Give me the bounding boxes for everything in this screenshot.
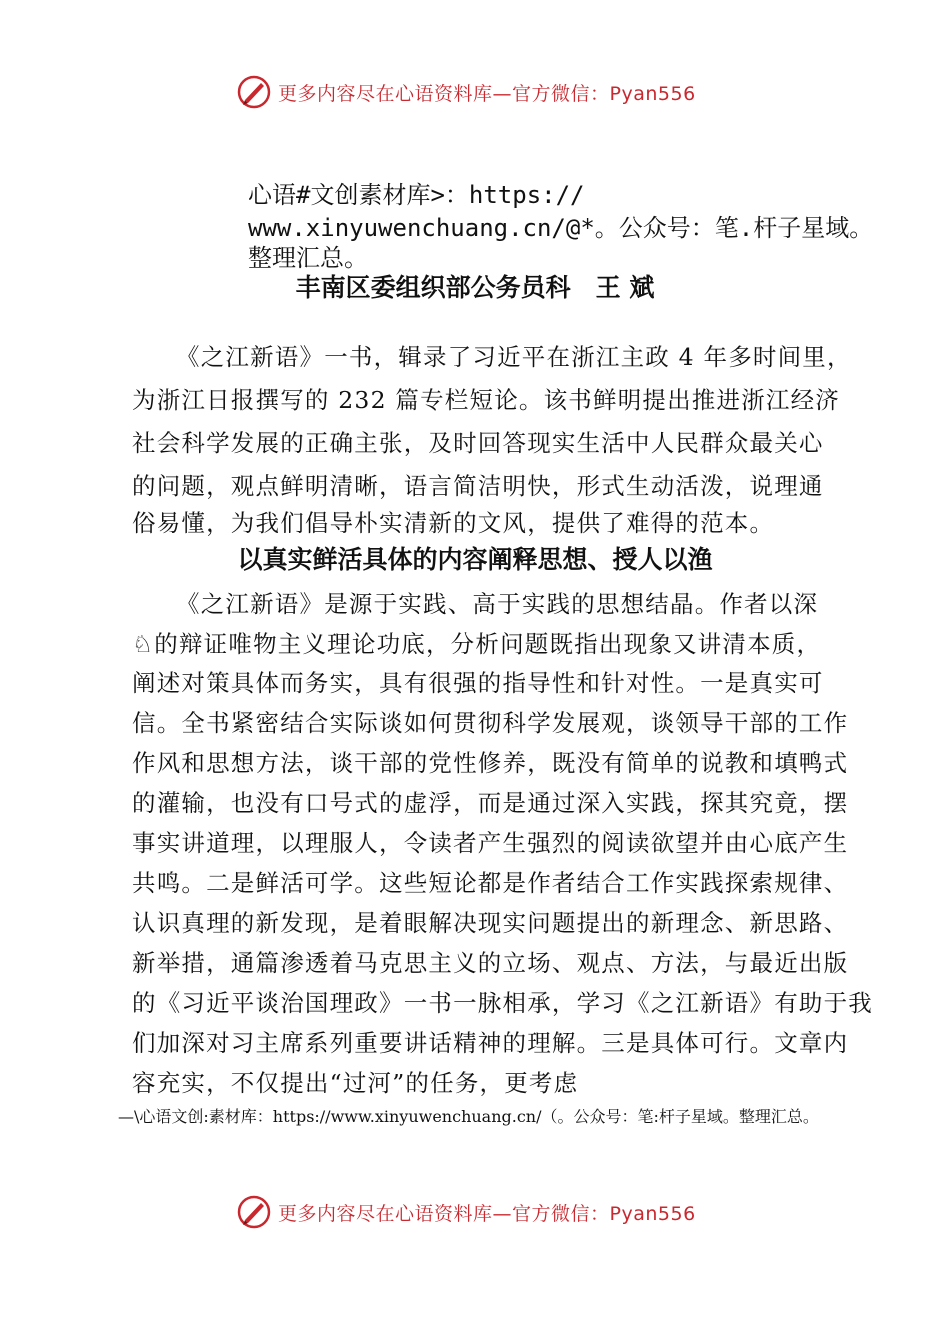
paragraph-line: 信。全书紧密结合实际谈如何贯彻科学发展观，谈领导干部的工作	[132, 709, 849, 737]
banner-text: 更多内容尽在心语资料库—官方微信：Pyan556	[278, 1202, 696, 1225]
paragraph-line: 为浙江日报撰写的 232 篇专栏短论。该书鲜明提出推进浙江经济	[132, 386, 840, 414]
pen-logo-icon	[236, 74, 272, 110]
top-banner	[236, 72, 696, 112]
footer-note: —\心语文创:素材库：https://www.xinyuwenchuang.cn/（。公众号：笔:杆子星域。整理汇总。	[118, 1107, 819, 1126]
paragraph-line: ♘的辩证唯物主义理论功底，分析问题既指出现象又讲清本质，	[132, 630, 822, 658]
paragraph-line: 《之江新语》是源于实践、高于实践的思想结晶。作者以深	[176, 590, 819, 618]
paragraph-line: 阐述对策具体而务实，具有很强的指导性和针对性。一是真实可	[132, 669, 824, 697]
paragraph-line: 容充实，不仅提出“过河”的任务，更考虑	[132, 1069, 579, 1097]
paragraph-line: 们加深对习主席系列重要讲话精神的理解。三是具体可行。文章内	[132, 1029, 849, 1057]
paragraph-line: 事实讲道理，以理服人，令读者产生强烈的阅读欲望并由心底产生	[132, 829, 849, 857]
paragraph-line: 作风和思想方法，谈干部的党性修养，既没有简单的说教和填鸭式	[132, 749, 849, 777]
paragraph-line: 俗易懂，为我们倡导朴实清新的文风，提供了难得的范本。	[132, 509, 775, 537]
header-note-line: 心语#文创素材库>：https://	[248, 181, 585, 209]
paragraph-line: 社会科学发展的正确主张，及时回答现实生活中人民群众最关心	[132, 429, 824, 457]
bottom-banner	[236, 1192, 696, 1232]
paragraph-line: 的《习近平谈治国理政》一书一脉相承，学习《之江新语》有助于我	[132, 989, 873, 1017]
paragraph-line: 的问题，观点鲜明清晰，语言简洁明快，形式生动活泼，说理通	[132, 472, 824, 500]
header-note-line: 整理汇总。	[248, 244, 368, 272]
paragraph-line: 《之江新语》一书，辑录了习近平在浙江主政 4 年多时间里，	[176, 343, 852, 371]
paragraph-line: 共鸣。二是鲜活可学。这些短论都是作者结合工作实践探索规律、	[132, 869, 849, 897]
paragraph-line: 认识真理的新发现，是着眼解决现实问题提出的新理念、新思路、	[132, 909, 849, 937]
banner-text: 更多内容尽在心语资料库—官方微信：Pyan556	[278, 82, 696, 105]
pen-logo-icon	[236, 1194, 272, 1230]
author-line: 丰南区委组织部公务员科 王 斌	[295, 273, 655, 302]
paragraph-line: 新举措，通篇渗透着马克思主义的立场、观点、方法，与最近出版	[132, 949, 849, 977]
header-note-line: www.xinyuwenchuang.cn/@*。公众号：笔.杆子星域。	[248, 214, 874, 242]
section-title: 以真实鲜活具体的内容阐释思想、授人以渔	[237, 545, 713, 574]
paragraph-line: 的灌输，也没有口号式的虚浮，而是通过深入实践，探其究竟，摆	[132, 789, 849, 817]
